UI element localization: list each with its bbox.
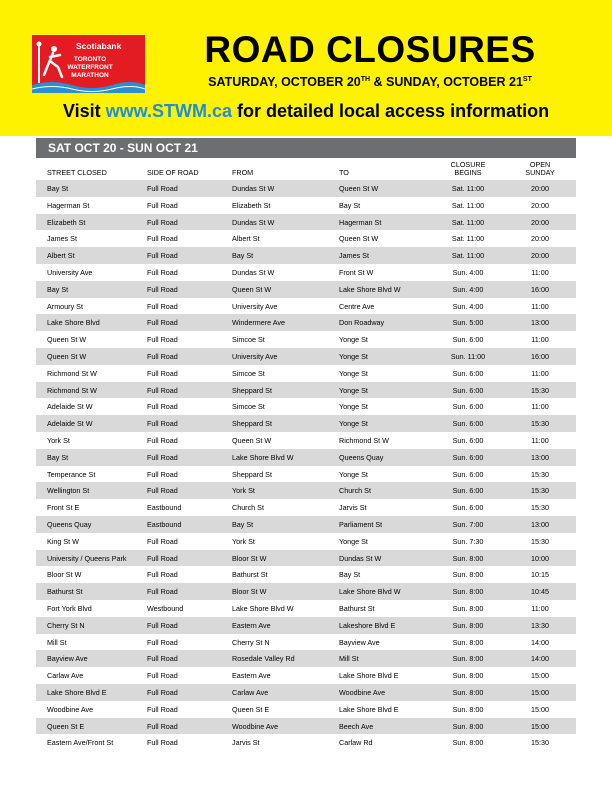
from-street-cell: Dundas St W bbox=[232, 217, 275, 227]
from-street-cell: Elizabeth St bbox=[232, 200, 271, 210]
street-closed-cell: Adelaide St W bbox=[47, 402, 93, 412]
closure-begins-cell: Sun. 8:00 bbox=[452, 671, 484, 681]
street-closed-cell: Richmond St W bbox=[47, 368, 97, 378]
open-time-cell: 15:30 bbox=[531, 385, 549, 395]
table-row bbox=[36, 180, 576, 197]
street-closed-cell: Bay St bbox=[47, 284, 69, 294]
street-closed-cell: Bay St bbox=[47, 452, 69, 462]
to-street-cell: Yonge St bbox=[339, 335, 368, 345]
svg-text:WATERFRONT: WATERFRONT bbox=[67, 64, 113, 71]
open-time-cell: 10:00 bbox=[531, 553, 549, 563]
table-row bbox=[36, 482, 576, 499]
table-row bbox=[36, 566, 576, 583]
from-street-cell: Windermere Ave bbox=[232, 318, 285, 328]
closure-begins-cell: Sun. 4:00 bbox=[452, 267, 484, 277]
from-street-cell: Bloor St W bbox=[232, 553, 267, 563]
to-street-cell: Yonge St bbox=[339, 368, 368, 378]
side-of-road-cell: Full Road bbox=[147, 234, 178, 244]
closure-begins-cell: Sun. 8:00 bbox=[452, 721, 484, 731]
from-street-cell: York St bbox=[232, 486, 255, 496]
table-row bbox=[36, 281, 576, 298]
from-street-cell: Queen St W bbox=[232, 284, 272, 294]
to-street-cell: Richmond St W bbox=[339, 435, 389, 445]
side-of-road-cell: Full Road bbox=[147, 318, 178, 328]
street-closed-cell: Bloor St W bbox=[47, 570, 82, 580]
table-row bbox=[36, 214, 576, 231]
street-closed-cell: Armoury St bbox=[47, 301, 83, 311]
closure-begins-cell: Sat. 11:00 bbox=[451, 200, 485, 210]
from-street-cell: York St bbox=[232, 536, 255, 546]
closure-begins-cell: Sun. 6:00 bbox=[452, 335, 484, 345]
to-street-cell: Hagerman St bbox=[339, 217, 382, 227]
table-row bbox=[36, 298, 576, 315]
closure-begins-cell: Sun. 6:00 bbox=[452, 486, 484, 496]
to-street-cell: Lake Shore Blvd W bbox=[339, 587, 401, 597]
to-street-cell: Lake Shore Blvd E bbox=[339, 704, 399, 714]
open-time-cell: 11:00 bbox=[531, 402, 549, 412]
table-row bbox=[36, 348, 576, 365]
side-of-road-cell: Full Road bbox=[147, 251, 178, 261]
closure-begins-cell: Sun. 8:00 bbox=[452, 553, 484, 563]
side-of-road-cell: Full Road bbox=[147, 469, 178, 479]
from-street-cell: Bay St bbox=[232, 251, 254, 261]
table-row bbox=[36, 466, 576, 483]
street-closed-cell: Lake Shore Blvd bbox=[47, 318, 100, 328]
street-closed-cell: Bathurst St bbox=[47, 587, 83, 597]
open-time-cell: 15:30 bbox=[531, 503, 549, 513]
table-row bbox=[36, 634, 576, 651]
side-of-road-cell: Full Road bbox=[147, 267, 178, 277]
street-closed-cell: Mill St bbox=[47, 637, 67, 647]
to-street-cell: Bay St bbox=[339, 200, 361, 210]
side-of-road-cell: Full Road bbox=[147, 385, 178, 395]
open-time-cell: 13:30 bbox=[531, 620, 549, 630]
from-street-cell: Simcoe St bbox=[232, 335, 265, 345]
table-row bbox=[36, 684, 576, 701]
side-of-road-cell: Full Road bbox=[147, 351, 178, 361]
from-street-cell: Lake Shore Blvd W bbox=[232, 452, 294, 462]
svg-text:Scotiabank: Scotiabank bbox=[76, 41, 122, 51]
street-closed-cell: Carlaw Ave bbox=[47, 671, 84, 681]
table-row bbox=[36, 331, 576, 348]
open-time-cell: 20:00 bbox=[531, 234, 549, 244]
street-closed-cell: Lake Shore Blvd E bbox=[47, 687, 107, 697]
street-closed-cell: Queen St W bbox=[47, 335, 87, 345]
side-of-road-cell: Full Road bbox=[147, 721, 178, 731]
closure-begins-cell: Sat. 11:00 bbox=[451, 217, 485, 227]
side-of-road-cell: Full Road bbox=[147, 620, 178, 630]
street-closed-cell: King St W bbox=[47, 536, 79, 546]
closure-begins-cell: Sun. 8:00 bbox=[452, 738, 484, 748]
street-closed-cell: Wellington St bbox=[47, 486, 90, 496]
table-row bbox=[36, 449, 576, 466]
table-row bbox=[36, 667, 576, 684]
street-closed-cell: Richmond St W bbox=[47, 385, 97, 395]
table-row bbox=[36, 550, 576, 567]
page-title: ROAD CLOSURES bbox=[204, 29, 536, 70]
from-street-cell: Carlaw Ave bbox=[232, 687, 269, 697]
open-time-cell: 15:00 bbox=[531, 721, 549, 731]
street-closed-cell: Hagerman St bbox=[47, 200, 90, 210]
table-row bbox=[36, 230, 576, 247]
side-of-road-cell: Full Road bbox=[147, 452, 178, 462]
closure-begins-cell: Sun. 8:00 bbox=[452, 603, 484, 613]
open-time-cell: 10:15 bbox=[531, 570, 549, 580]
closure-begins-cell: Sun. 6:00 bbox=[452, 402, 484, 412]
to-street-cell: Front St W bbox=[339, 267, 374, 277]
side-of-road-cell: Westbound bbox=[147, 603, 184, 613]
closure-begins-cell: Sun. 8:00 bbox=[452, 704, 484, 714]
table-row bbox=[36, 197, 576, 214]
to-street-cell: Beech Ave bbox=[339, 721, 374, 731]
street-closed-cell: York St bbox=[47, 435, 70, 445]
marathon-logo bbox=[32, 35, 145, 93]
to-street-cell: Woodbine Ave bbox=[339, 687, 386, 697]
closure-begins-cell: Sun. 4:00 bbox=[452, 301, 484, 311]
street-closed-cell: Albert St bbox=[47, 251, 75, 261]
to-street-cell: Bathurst St bbox=[339, 603, 375, 613]
closure-begins-cell: Sat. 11:00 bbox=[451, 184, 485, 193]
side-of-road-cell: Full Road bbox=[147, 637, 178, 647]
closure-begins-cell: Sun. 7:30 bbox=[452, 536, 484, 546]
closure-begins-cell: Sun. 4:00 bbox=[452, 284, 484, 294]
table-row bbox=[36, 314, 576, 331]
to-street-cell: Yonge St bbox=[339, 536, 368, 546]
open-time-cell: 11:00 bbox=[531, 335, 549, 345]
to-street-cell: Queens Quay bbox=[339, 452, 384, 462]
from-street-cell: Bathurst St bbox=[232, 570, 268, 580]
closure-begins-cell: Sun. 6:00 bbox=[452, 503, 484, 513]
column-header: OPEN SUNDAY bbox=[525, 160, 555, 177]
from-street-cell: Bay St bbox=[232, 519, 254, 529]
side-of-road-cell: Full Road bbox=[147, 419, 178, 429]
table-row bbox=[36, 432, 576, 449]
event-dates: SATURDAY, OCTOBER 20TH & SUNDAY, OCTOBER 21ST bbox=[208, 75, 532, 90]
open-time-cell: 16:00 bbox=[531, 284, 549, 294]
svg-text:TORONTO: TORONTO bbox=[73, 56, 107, 63]
table-row bbox=[36, 415, 576, 432]
open-time-cell: 13:00 bbox=[531, 452, 549, 462]
side-of-road-cell: Full Road bbox=[147, 704, 178, 714]
table-row bbox=[36, 600, 576, 617]
to-street-cell: Yonge St bbox=[339, 351, 368, 361]
from-street-cell: Eastern Ave bbox=[232, 671, 271, 681]
table-row bbox=[36, 365, 576, 382]
from-street-cell: Simcoe St bbox=[232, 368, 265, 378]
table-row bbox=[36, 650, 576, 667]
from-street-cell: Bloor St W bbox=[232, 587, 267, 597]
street-closed-cell: Bayview Ave bbox=[47, 654, 88, 664]
open-time-cell: 15:30 bbox=[531, 469, 549, 479]
side-of-road-cell: Eastbound bbox=[147, 519, 182, 529]
side-of-road-cell: Full Road bbox=[147, 654, 178, 664]
to-street-cell: Mill St bbox=[339, 654, 359, 664]
open-time-cell: 13:00 bbox=[531, 318, 549, 328]
open-time-cell: 11:00 bbox=[531, 267, 549, 277]
closure-begins-cell: Sun. 6:00 bbox=[452, 419, 484, 429]
open-time-cell: 20:00 bbox=[531, 184, 549, 193]
table-row bbox=[36, 734, 576, 751]
street-closed-cell: Bay St bbox=[47, 184, 69, 193]
from-street-cell: Sheppard St bbox=[232, 385, 272, 395]
closure-begins-cell: Sun. 8:00 bbox=[452, 587, 484, 597]
open-time-cell: 20:00 bbox=[531, 251, 549, 261]
from-street-cell: University Ave bbox=[232, 301, 278, 311]
closure-begins-cell: Sat. 11:00 bbox=[451, 234, 485, 244]
to-street-cell: Yonge St bbox=[339, 402, 368, 412]
closure-begins-cell: Sun. 7:00 bbox=[452, 519, 484, 529]
closure-begins-cell: Sun. 6:00 bbox=[452, 452, 484, 462]
street-closed-cell: University Ave bbox=[47, 267, 93, 277]
table-row bbox=[36, 718, 576, 735]
from-street-cell: University Ave bbox=[232, 351, 278, 361]
table-row bbox=[36, 499, 576, 516]
from-street-cell: Church St bbox=[232, 503, 264, 513]
from-street-cell: Dundas St W bbox=[232, 267, 275, 277]
table-row bbox=[36, 516, 576, 533]
column-header: CLOSURE BEGINS bbox=[450, 160, 486, 177]
side-of-road-cell: Full Road bbox=[147, 368, 178, 378]
street-closed-cell: Cherry St N bbox=[47, 620, 85, 630]
visit-info: Visit www.STWM.ca for detailed local access information bbox=[62, 101, 550, 121]
open-time-cell: 15:30 bbox=[531, 419, 549, 429]
closures-table bbox=[36, 180, 576, 751]
side-of-road-cell: Full Road bbox=[147, 184, 178, 193]
closure-begins-cell: Sun. 8:00 bbox=[452, 570, 484, 580]
from-street-cell: Albert St bbox=[232, 234, 260, 244]
street-closed-cell: University / Queens Park bbox=[47, 553, 127, 563]
closure-begins-cell: Sun. 6:00 bbox=[452, 469, 484, 479]
side-of-road-cell: Full Road bbox=[147, 738, 178, 748]
to-street-cell: Lake Shore Blvd E bbox=[339, 671, 399, 681]
street-closed-cell: Queen St W bbox=[47, 351, 87, 361]
side-of-road-cell: Full Road bbox=[147, 570, 178, 580]
to-street-cell: Jarvis St bbox=[339, 503, 367, 513]
to-street-cell: Centre Ave bbox=[339, 301, 375, 311]
closure-begins-cell: Sun. 5:00 bbox=[452, 318, 484, 328]
side-of-road-cell: Full Road bbox=[147, 402, 178, 412]
open-time-cell: 15:30 bbox=[531, 536, 549, 546]
table-row bbox=[36, 701, 576, 718]
closure-begins-cell: Sun. 6:00 bbox=[452, 368, 484, 378]
to-street-cell: Carlaw Rd bbox=[339, 738, 373, 748]
open-time-cell: 20:00 bbox=[531, 200, 549, 210]
street-closed-cell: Fort York Blvd bbox=[47, 603, 92, 613]
website-link[interactable]: www.STWM.ca bbox=[105, 101, 232, 121]
open-time-cell: 15:30 bbox=[531, 738, 549, 748]
table-row bbox=[36, 533, 576, 550]
side-of-road-cell: Full Road bbox=[147, 301, 178, 311]
street-closed-cell: Adelaide St W bbox=[47, 419, 93, 429]
open-time-cell: 10:45 bbox=[531, 587, 549, 597]
open-time-cell: 20:00 bbox=[531, 217, 549, 227]
from-street-cell: Queen St W bbox=[232, 435, 272, 445]
open-time-cell: 11:00 bbox=[531, 368, 549, 378]
open-time-cell: 13:00 bbox=[531, 519, 549, 529]
column-header: TO bbox=[339, 168, 349, 177]
column-header: FROM bbox=[232, 168, 254, 177]
table-row bbox=[36, 583, 576, 600]
closure-begins-cell: Sun. 8:00 bbox=[452, 637, 484, 647]
street-closed-cell: James St bbox=[47, 234, 77, 244]
table-row bbox=[36, 264, 576, 281]
side-of-road-cell: Full Road bbox=[147, 671, 178, 681]
street-closed-cell: Temperance St bbox=[47, 469, 96, 479]
side-of-road-cell: Full Road bbox=[147, 284, 178, 294]
to-street-cell: Lakeshore Blvd E bbox=[339, 620, 396, 630]
to-street-cell: Church St bbox=[339, 486, 371, 496]
side-of-road-cell: Full Road bbox=[147, 486, 178, 496]
open-time-cell: 11:00 bbox=[531, 435, 549, 445]
open-time-cell: 11:00 bbox=[531, 603, 549, 613]
to-street-cell: Don Roadway bbox=[339, 318, 385, 328]
table-header bbox=[36, 158, 576, 180]
from-street-cell: Simcoe St bbox=[232, 402, 265, 412]
to-street-cell: Yonge St bbox=[339, 469, 368, 479]
open-time-cell: 11:00 bbox=[531, 301, 549, 311]
side-of-road-cell: Full Road bbox=[147, 687, 178, 697]
from-street-cell: Cherry St N bbox=[232, 637, 270, 647]
closure-begins-cell: Sat. 11:00 bbox=[451, 251, 485, 261]
to-street-cell: Dundas St W bbox=[339, 553, 382, 563]
section-label: SAT OCT 20 - SUN OCT 21 bbox=[48, 141, 198, 155]
table-row bbox=[36, 617, 576, 634]
closure-begins-cell: Sun. 6:00 bbox=[452, 435, 484, 445]
from-street-cell: Queen St E bbox=[232, 704, 270, 714]
side-of-road-cell: Full Road bbox=[147, 553, 178, 563]
from-street-cell: Rosedale Valley Rd bbox=[232, 654, 295, 664]
side-of-road-cell: Full Road bbox=[147, 335, 178, 345]
closure-begins-cell: Sun. 6:00 bbox=[452, 385, 484, 395]
open-time-cell: 15:00 bbox=[531, 671, 549, 681]
from-street-cell: Eastern Ave bbox=[232, 620, 271, 630]
column-header: STREET CLOSED bbox=[47, 168, 107, 177]
to-street-cell: Yonge St bbox=[339, 385, 368, 395]
closure-begins-cell: Sun. 8:00 bbox=[452, 620, 484, 630]
to-street-cell: Yonge St bbox=[339, 419, 368, 429]
to-street-cell: Parliament St bbox=[339, 519, 383, 529]
to-street-cell: James St bbox=[339, 251, 369, 261]
open-time-cell: 14:00 bbox=[531, 654, 549, 664]
street-closed-cell: Queen St E bbox=[47, 721, 85, 731]
street-closed-cell: Elizabeth St bbox=[47, 217, 86, 227]
table-row bbox=[36, 398, 576, 415]
svg-text:MARATHON: MARATHON bbox=[71, 72, 109, 79]
section-header bbox=[36, 138, 576, 158]
side-of-road-cell: Full Road bbox=[147, 200, 178, 210]
column-header: SIDE OF ROAD bbox=[147, 168, 199, 177]
open-time-cell: 15:00 bbox=[531, 704, 549, 714]
from-street-cell: Woodbine Ave bbox=[232, 721, 279, 731]
side-of-road-cell: Full Road bbox=[147, 217, 178, 227]
from-street-cell: Dundas St W bbox=[232, 184, 275, 193]
open-time-cell: 15:30 bbox=[531, 486, 549, 496]
to-street-cell: Bay St bbox=[339, 570, 361, 580]
street-closed-cell: Front St E bbox=[47, 503, 80, 513]
header-banner bbox=[0, 0, 612, 136]
table-row bbox=[36, 382, 576, 399]
street-closed-cell: Queens Quay bbox=[47, 519, 92, 529]
from-street-cell: Jarvis St bbox=[232, 738, 260, 748]
open-time-cell: 15:00 bbox=[531, 687, 549, 697]
from-street-cell: Sheppard St bbox=[232, 419, 272, 429]
side-of-road-cell: Full Road bbox=[147, 536, 178, 546]
side-of-road-cell: Full Road bbox=[147, 435, 178, 445]
to-street-cell: Bayview Ave bbox=[339, 637, 380, 647]
closure-begins-cell: Sun. 8:00 bbox=[452, 654, 484, 664]
open-time-cell: 16:00 bbox=[531, 351, 549, 361]
closure-begins-cell: Sun. 8:00 bbox=[452, 687, 484, 697]
to-street-cell: Lake Shore Blvd W bbox=[339, 284, 401, 294]
side-of-road-cell: Eastbound bbox=[147, 503, 182, 513]
to-street-cell: Queen St W bbox=[339, 184, 379, 193]
open-time-cell: 14:00 bbox=[531, 637, 549, 647]
side-of-road-cell: Full Road bbox=[147, 587, 178, 597]
street-closed-cell: Woodbine Ave bbox=[47, 704, 94, 714]
from-street-cell: Sheppard St bbox=[232, 469, 272, 479]
to-street-cell: Queen St W bbox=[339, 234, 379, 244]
table-row bbox=[36, 247, 576, 264]
from-street-cell: Lake Shore Blvd W bbox=[232, 603, 294, 613]
closure-begins-cell: Sun. 11:00 bbox=[450, 351, 486, 361]
street-closed-cell: Eastern Ave/Front St bbox=[47, 738, 114, 748]
